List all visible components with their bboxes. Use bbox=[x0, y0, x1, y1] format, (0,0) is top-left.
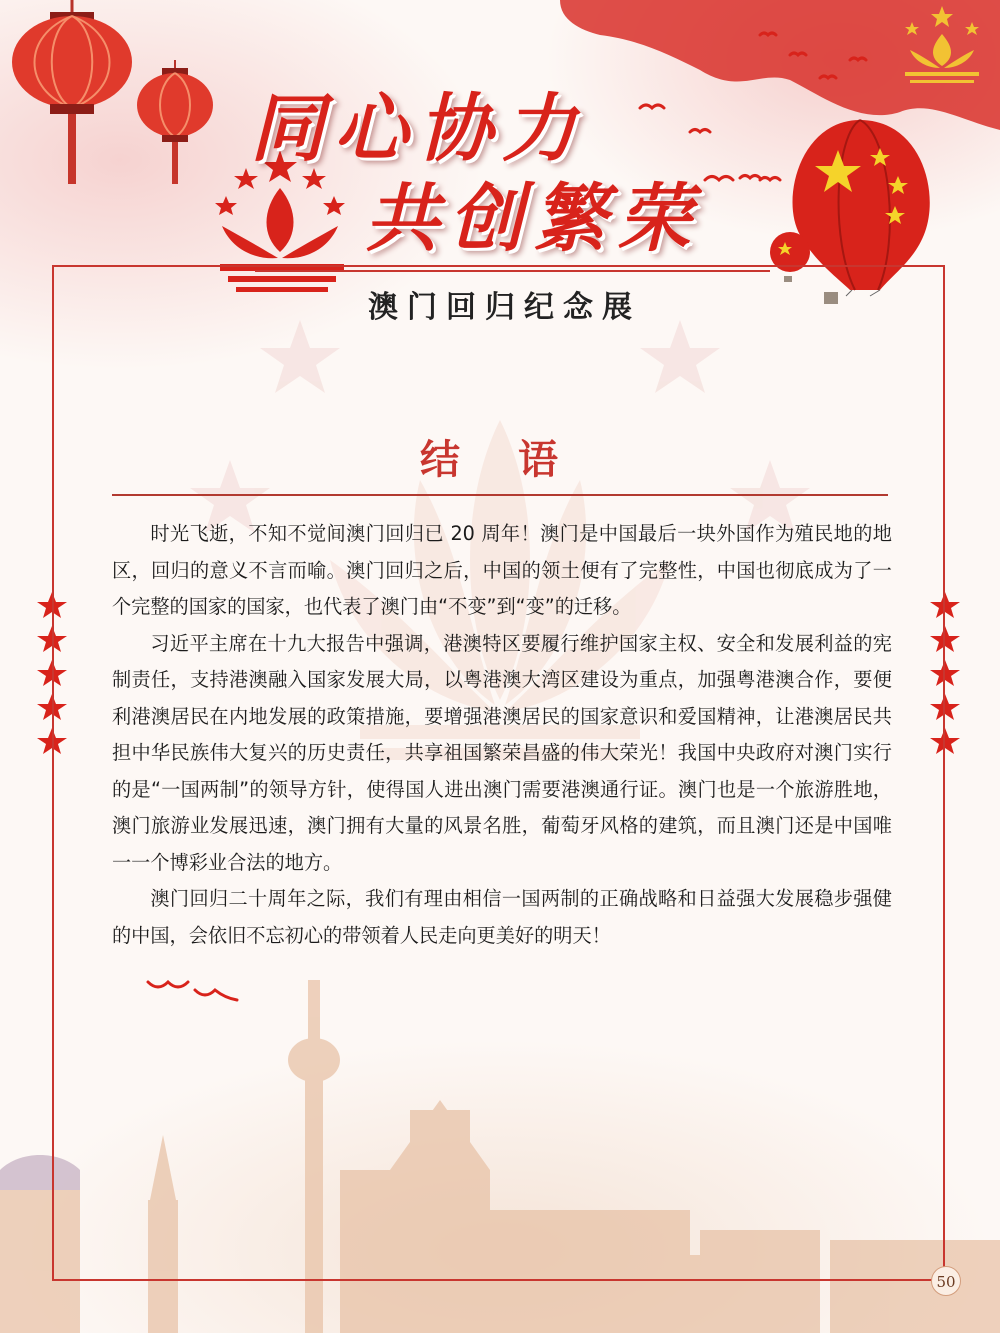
page-number: 50 bbox=[931, 1266, 961, 1296]
paragraph-1: 时光飞逝，不知不觉间澳门回归已 20 周年！澳门是中国最后一块外国作为殖民地的地区，回归的意义不言而喻。澳门回归之后，中国的领土便有了完整性，中国也彻底成为了一个完整的国家的国家，也代表了澳门由“不变”到“变”的迁移。 bbox=[112, 522, 892, 618]
heading-rule bbox=[112, 494, 888, 496]
exhibition-subtitle: 澳门回归纪念展 bbox=[368, 290, 641, 325]
section-heading: 结 语 bbox=[420, 436, 580, 483]
title-line-1: 同心协力 bbox=[250, 86, 586, 172]
paragraph-2: 习近平主席在十九大报告中强调，港澳特区要履行维护国家主权、安全和发展利益的宪制责任，支持港澳融入国家发展大局，以粤港澳大湾区建设为重点，加强粤港澳合作，要便利港澳居民在内地发展的政策措施，要增强港澳居民的国家意识和爱国精神，让港澳居民共担中华民族伟大复兴的历史责任，共享祖国繁荣昌盛的伟大荣光！我国中央政府对澳门实行的是“一国两制”的领导方针，使得国人进出澳门需要港澳通行证。澳门也是一个旅游胜地，澳门旅游业发展迅速，澳门拥有大量的风景名胜，葡萄牙风格的建筑，而且澳门还是中国唯一一个博彩业合法的地方。 bbox=[112, 631, 892, 874]
paragraph-3: 澳门回归二十周年之际，我们有理由相信一国两制的正确战略和日益强大发展稳步强健的中国，会依旧不忘初心的带领着人民走向更美好的明天！ bbox=[112, 887, 892, 947]
lantern-small bbox=[137, 60, 213, 184]
lantern-large bbox=[12, 0, 132, 184]
header-rule bbox=[255, 270, 770, 272]
title-line-2: 共创繁荣 bbox=[365, 176, 701, 262]
body-text bbox=[112, 516, 892, 954]
